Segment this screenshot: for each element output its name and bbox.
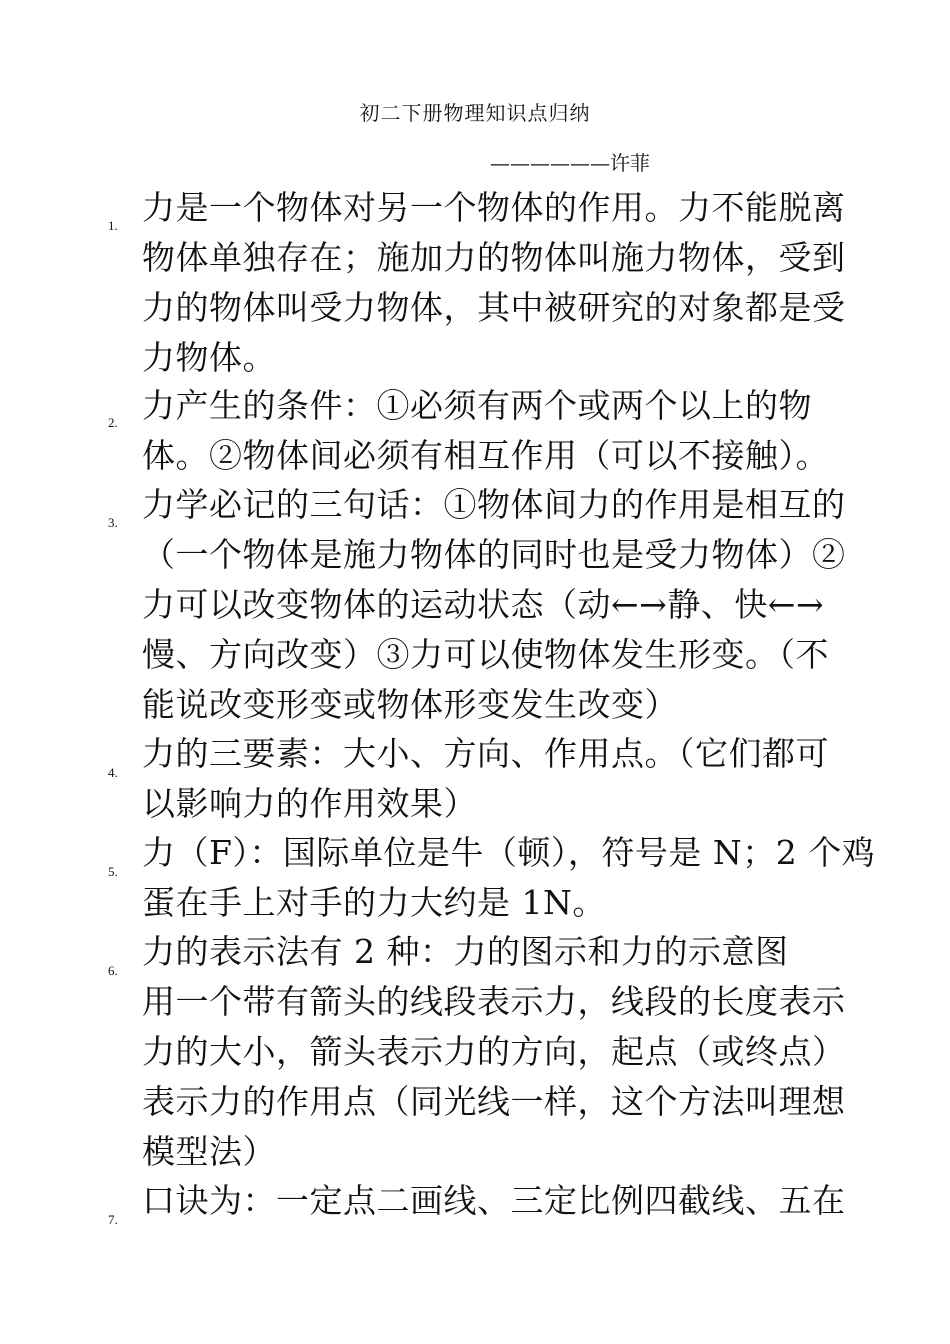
item-number: 3. [108, 515, 118, 530]
text-line: 能说改变形变或物体形变发生改变） [142, 685, 678, 724]
text-line: 以影响力的作用效果） [142, 784, 477, 823]
document-author: ——————许菲 [490, 151, 650, 175]
item-text [142, 183, 846, 383]
text-line: 力（F）：国际单位是牛（顿），符号是 N；2 个鸡 [142, 833, 876, 872]
text-line: 力的大小，箭头表示力的方向，起点（或终点） [142, 1032, 846, 1071]
text-line: 体。②物体间必须有相互作用（可以不接触）。 [142, 436, 829, 475]
item-number: 7. [108, 1212, 118, 1227]
item-text [142, 828, 876, 928]
text-line: 模型法） [142, 1132, 276, 1171]
item-text [142, 1176, 846, 1226]
text-line: 表示力的作用点（同光线一样，这个方法叫理想 [142, 1082, 846, 1121]
text-line: 慢、方向改变）③力可以使物体发生形变。（不 [142, 635, 829, 674]
text-line: 力产生的条件：①必须有两个或两个以上的物 [142, 386, 812, 425]
item-number: 4. [108, 765, 118, 780]
item-text [142, 381, 829, 481]
text-line: 力是一个物体对另一个物体的作用。力不能脱离 [142, 188, 846, 227]
text-line: 力可以改变物体的运动状态（动←→静、快←→ [142, 585, 825, 624]
item-number: 6. [108, 963, 118, 978]
text-line: 力物体。 [142, 338, 276, 377]
text-line: 口诀为：一定点二画线、三定比例四截线、五在 [142, 1181, 846, 1220]
item-text [142, 729, 829, 829]
text-line: 力的三要素：大小、方向、作用点。（它们都可 [142, 734, 829, 773]
text-line: 力学必记的三句话：①物体间力的作用是相互的 [142, 485, 846, 524]
text-line: 物体单独存在；施加力的物体叫施力物体，受到 [142, 238, 846, 277]
item-text [142, 480, 846, 730]
item-number: 2. [108, 415, 118, 430]
text-line: 力的表示法有 2 种：力的图示和力的示意图 [142, 932, 789, 971]
text-line: 力的物体叫受力物体，其中被研究的对象都是受 [142, 288, 846, 327]
text-line: （一个物体是施力物体的同时也是受力物体）② [142, 535, 846, 574]
item-number: 1. [108, 218, 118, 233]
text-line: 用一个带有箭头的线段表示力，线段的长度表示 [142, 982, 846, 1021]
item-number: 5. [108, 864, 118, 879]
text-line: 蛋在手上对手的力大约是 1N。 [142, 883, 606, 922]
item-text [142, 927, 846, 1177]
document-title: 初二下册物理知识点归纳 [359, 101, 591, 125]
